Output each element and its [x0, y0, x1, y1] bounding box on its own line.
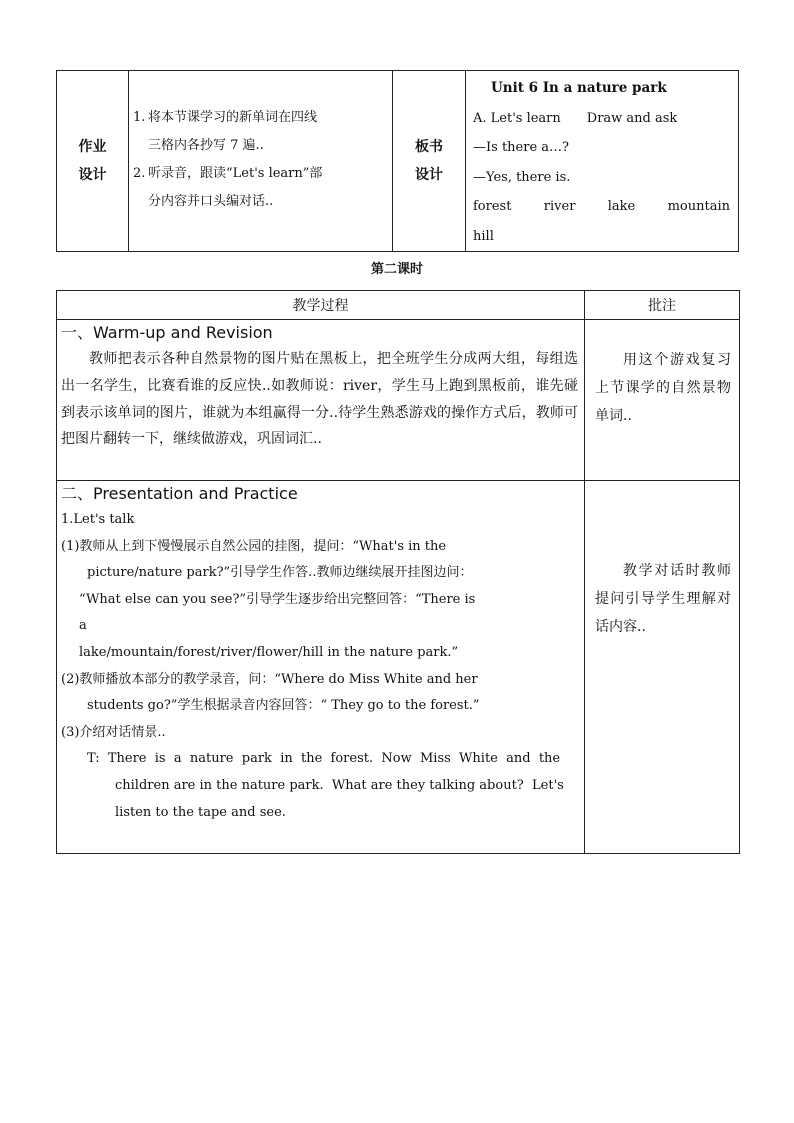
column-header-notes: 批注: [585, 291, 740, 320]
section2-note-cell: [585, 481, 740, 854]
dialogue-line: T: There is a nature park in the forest. Now Miss White and the: [87, 751, 561, 767]
section2-subtitle: 1.Let's talk: [61, 512, 135, 527]
dialogue-line: listen to the tape and see.: [115, 804, 286, 820]
homework-item-text: 听录音，跟读“Let's learn”部: [148, 166, 323, 181]
lesson-heading: 第二课时: [370, 262, 423, 277]
board-word: river: [543, 199, 576, 214]
board-title: Unit 6 In a nature park: [491, 80, 667, 96]
board-word-list: [473, 192, 730, 222]
board-text: Draw and ask: [586, 110, 678, 126]
homework-content-cell: [129, 71, 393, 252]
step1-line: lake/mountain/forest/river/flower/hill in the nature park.”: [79, 644, 459, 660]
homework-item-2: [133, 160, 386, 216]
step2-line: (2)教师播放本部分的教学录音，问：“Where do Miss White and her: [61, 671, 478, 687]
homework-board-table: [56, 70, 739, 252]
section1-note: 用这个游戏复习上节课学的自然景物单词..: [595, 352, 731, 424]
column-header-process: 教学过程: [57, 291, 585, 320]
board-label-cell: [393, 71, 466, 252]
step1-line: (1)教师从上到下慢慢展示自然公园的挂图，提问：“What's in the: [61, 538, 447, 554]
board-line-5: hill: [473, 228, 494, 244]
teaching-process-table: [56, 290, 740, 854]
dialogue-line: children are in the nature park. What are they talking about? Let's: [115, 777, 564, 793]
board-label-line1: 板书: [415, 139, 443, 155]
homework-item-1: [133, 104, 386, 160]
homework-label-cell: [57, 71, 129, 252]
board-content-cell: [466, 71, 739, 252]
section1-cell: [57, 320, 585, 481]
step1-line: “What else can you see?”引导学生逐步给出完整回答：“There is: [79, 591, 476, 607]
step1-line: picture/nature park?”引导学生作答..教师边继续展开挂图边问：: [87, 565, 473, 581]
homework-item-number: 2.: [133, 166, 146, 181]
board-word: forest: [473, 199, 512, 214]
step3-line: (3)介绍对话情景..: [61, 724, 166, 740]
board-word: lake: [607, 199, 636, 214]
homework-label-line2: 设计: [78, 167, 107, 183]
step1-line: a: [79, 618, 87, 634]
step2-line: students go?”学生根据录音内容回答：“ They go to the forest.”: [87, 698, 480, 714]
homework-item-text: 三格内各抄写 7 遍..: [148, 138, 264, 153]
section2-title: 二、Presentation and Practice: [61, 484, 298, 503]
homework-label-line1: 作业: [78, 139, 107, 155]
board-label-line2: 设计: [415, 167, 443, 183]
section2-note: 教学对话时教师提问引导学生理解对话内容..: [595, 563, 731, 635]
section1-note-cell: [585, 320, 740, 481]
section1-title: 一、Warm-up and Revision: [61, 323, 273, 342]
board-line-2: —Is there a…?: [473, 140, 569, 155]
board-line-1: [473, 104, 730, 134]
section2-cell: [57, 481, 585, 854]
board-text: A. Let's learn: [473, 110, 561, 126]
board-line-3: —Yes, there is.: [473, 169, 571, 185]
homework-item-text: 将本节课学习的新单词在四线: [148, 110, 318, 125]
homework-item-text: 分内容并口头编对话..: [148, 194, 274, 209]
section1-body: 教师把表示各种自然景物的图片贴在黑板上，把全班学生分成两大组，每组选出一名学生，比赛看谁的反应快..如教师说：river，学生马上跑到黑板前，谁先碰到表示该单词的图片，谁就为本组赢得一分..待学生熟悉游戏的操作方式后，教师可把图片翻转一下，继续做游戏，巩固词汇..: [61, 351, 578, 448]
board-word: mountain: [667, 199, 730, 214]
homework-item-number: 1.: [133, 110, 146, 125]
